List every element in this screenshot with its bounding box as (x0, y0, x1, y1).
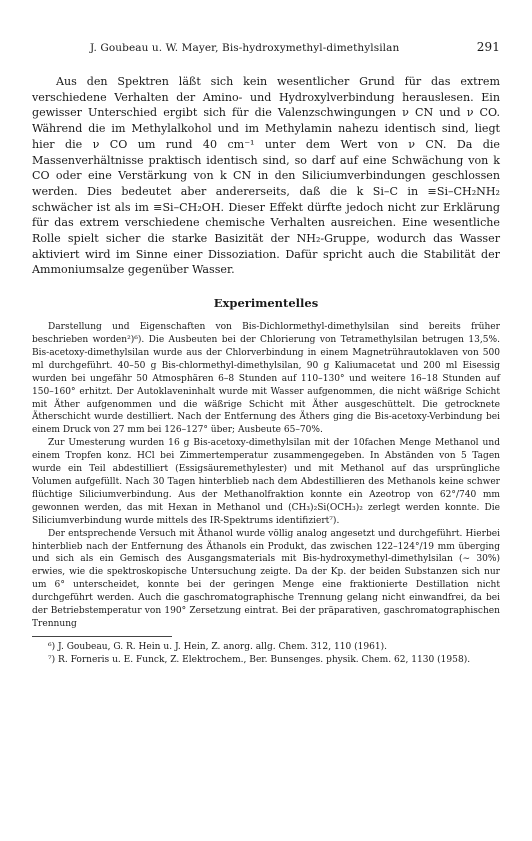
body-paragraph: Aus den Spektren läßt sich kein wesentlicher Grund für das extrem verschiedene Verhalten der Amino- und Hydroxylverbindung herauslesen. Ein gewisser Unterschied ergibt sich für die Valenzschwingungen ν CN und ν CO. Während die im Methylalkohol und im Methylamin nahezu identisch sind, liegt hier die ν CO um rund 40 cm⁻¹ unter dem Wert von ν CN. Da die Massenverhältnisse praktisch identisch sind, so darf auf eine Schwächung von k CO oder eine Verstärkung von k CN in den Siliciumverbindungen geschlossen werden. Dies bedeutet aber andererseits, daß die k Si–C in ≡Si–CH₂NH₂ schwächer ist als im ≡Si–CH₂OH. Dieser Effekt dürfte jedoch nicht zur Erklärung für das extrem verschiedene chemische Verhalten ausreichen. Eine wesentliche Rolle spielt sicher die starke Basizität der NH₂-Gruppe, wodurch das Wasser aktiviert wird im Sinne einer Dissoziation. Dafür spricht auch die Stabilität der Ammoniumsalze gegenüber Wasser. (32, 75, 500, 277)
section-title: Experimentelles (213, 296, 319, 311)
page (32, 40, 500, 667)
footnotes (32, 641, 500, 667)
body-text (32, 74, 500, 278)
page-number: 291 (476, 40, 500, 54)
running-title: J. Goubeau u. W. Mayer, Bis-hydroxymethyl-dimethylsilan (90, 42, 400, 54)
experimental-paragraph: Zur Umesterung wurden 16 g Bis-acetoxy-dimethylsilan mit der 10fachen Menge Methanol und einem Tropfen konz. HCl bei Zimmertemperatur zusammengegeben. In Abständen von 5 Tagen wurde ein Teil abdestilliert (Essigsäuremethylester) und mit Methanol auf das ursprüngliche Volumen aufgefüllt. Nach 30 Tagen hinterblieb nach dem Abdestillieren des Methanols keine schwer flüchtige Siliciumverbindung. Aus der Methanolfraktion konnte ein Azeotrop von 62°/740 mm gewonnen werden, das mit Hexan in Methanol und (CH₃)₂Si(OCH₃)₂ zerlegt werden konnte. Die Siliciumverbindung wurde mittels des IR-Spektrums identifiziert⁷). (32, 438, 500, 526)
experimental-paragraph: Darstellung und Eigenschaften von Bis-Dichlormethyl-dimethylsilan sind bereits früher beschrieben worden²)⁶). Die Ausbeuten bei der Chlorierung von Tetramethylsilan betrugen 13,5%. Bis-acetoxy-dimethylsilan wurde aus der Chlorverbindung in einem Magnetrührautoklaven von 500 ml durchgeführt. 40–50 g Bis-chlormethyl-dimethylsilan, 90 g Kaliumacetat und 200 ml Eisessig wurden bei ungefähr 50 Atmosphären 6–8 Stunden auf 110–130° und weitere 16–18 Stunden auf 150–160° erhitzt. Der Autoklaveninhalt wurde mit Wasser aufgenommen, die nicht wäßrige Schicht mit Äther aufgenommen und die wäßrige Schicht mit Äther ausgeschüttelt. Die getrocknete Ätherschicht wurde destilliert. Nach der Entfernung des Äthers ging die Bis-acetoxy-Verbindung bei einem Druck von 27 mm bei 126–127° über; Ausbeute 65–70%. (32, 322, 500, 436)
footnote-divider (32, 636, 172, 637)
experimental-section (32, 321, 500, 631)
experimental-paragraph: Der entsprechende Versuch mit Äthanol wurde völlig analog angesetzt und durchgeführt. Hierbei hinterblieb nach der Entfernung des Äthanols ein Produkt, das zwischen 122–124°/19 mm überging und sich als ein Gemisch des Ausgangsmaterials mit Bis-hydroxymethyl-dimethylsilan (∼ 30%) erwies, wie die spektroskopische Untersuchung zeigte. Da der Kp. der beiden Substanzen sich nur um 6° unterscheidet, konnte bei der geringen Menge eine fraktionierte Destillation nicht durchgeführt werden. Auch die gaschromatographische Trennung gelang nicht einwandfrei, da bei der Betriebstemperatur von 190° Zersetzung eintrat. Bei der präparativen, gaschromatographischen Trennung (32, 528, 500, 629)
footnote: ⁷) R. Forneris u. E. Funck, Z. Elektrochem., Ber. Bunsenges. physik. Chem. 62, 1130 (1958). (48, 654, 471, 665)
footnote: ⁶) J. Goubeau, G. R. Hein u. J. Hein, Z. anorg. allg. Chem. 312, 110 (1961). (48, 641, 388, 652)
running-header (90, 40, 500, 54)
